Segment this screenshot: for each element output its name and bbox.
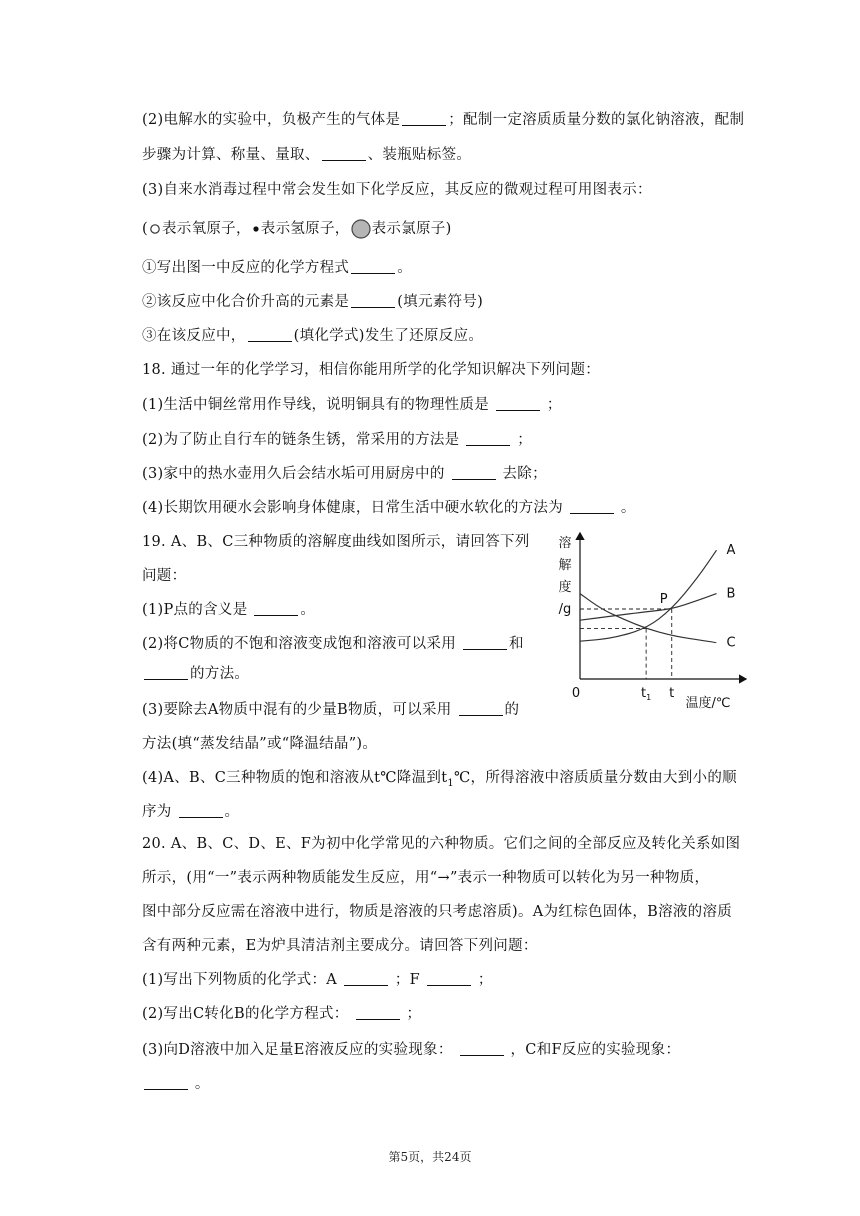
q18-stem: 18. 通过一年的化学学习，相信你能用所学的化学知识解决下列问题：: [142, 362, 601, 378]
answer-blank[interactable]: [466, 431, 510, 446]
solubility-curves: [580, 550, 717, 642]
point-label-p: P: [659, 592, 668, 607]
answer-blank[interactable]: [344, 971, 388, 986]
q18-part-3: (3)家中的热水壶用久后会结水垢可用厨房中的 去除；: [142, 466, 547, 482]
answer-blank[interactable]: [427, 971, 471, 986]
answer-blank[interactable]: [179, 803, 223, 818]
q20-stem-3: 图中部分反应需在溶液中进行，物质是溶液的只考虑溶质)。A为红棕色固体，B溶液的溶质: [142, 904, 733, 920]
q20-part-3: (3)向D溶液中加入足量E溶液反应的实验现象： ，C和F反应的实验现象：: [142, 1042, 681, 1058]
answer-blank[interactable]: [322, 146, 366, 161]
q17-sub-2: ②该反应中化合价升高的元素是 (填元素符号): [142, 294, 484, 310]
answer-blank[interactable]: [496, 396, 540, 411]
q19-part-4: (4)A、B、C三种物质的饱和溶液从t℃降温到$t_1℃$，所得溶液中溶质质量分数由大到小的顺: [142, 770, 737, 789]
page-footer: 第5页，共24页: [388, 1150, 472, 1164]
y-axis-label-char: 溶: [558, 536, 572, 551]
q19-part-4b: 序为 。: [142, 804, 240, 820]
series-label-B: B: [726, 586, 736, 602]
oxygen-atom-icon: [148, 222, 162, 236]
q19-stem-2: 问题：: [142, 568, 187, 584]
chart-labels: [572, 543, 736, 711]
y-axis-label-char: 度: [558, 580, 572, 595]
series-label-A: A: [726, 543, 736, 559]
origin-label: 0: [571, 686, 581, 701]
curve-B: [580, 594, 717, 621]
curve-A: [580, 550, 717, 641]
q19-part-3b: 方法(填“蒸发结晶”或“降温结晶”)。: [142, 736, 378, 752]
q19-part-2b: 的方法。: [142, 664, 249, 684]
answer-blank[interactable]: [460, 1041, 504, 1056]
x-tick-label: $t_1$: [641, 686, 652, 702]
answer-blank[interactable]: [459, 701, 503, 716]
answer-blank[interactable]: [351, 259, 395, 274]
q19-part-3: (3)要除去A物质中混有的少量B物质，可以采用 的: [142, 702, 520, 718]
answer-blank[interactable]: [463, 635, 507, 650]
y-axis-label-char: /g: [558, 602, 572, 617]
y-axis-label: [558, 535, 571, 617]
q17-sub-1: ①写出图一中反应的化学方程式 。: [142, 260, 413, 276]
q20-part-2: (2)写出C转化B的化学方程式： ；: [142, 1006, 422, 1022]
series-label-C: C: [726, 635, 736, 651]
chlorine-atom-icon: [350, 218, 372, 240]
q18-part-1: (1)生活中铜丝常用作导线，说明铜具有的物理性质是 ；: [142, 397, 562, 413]
q18-part-4: (4)长期饮用硬水会影响身体健康，日常生活中硬水软化的方法为 。: [142, 500, 636, 516]
q17-line-2: (2)电解水的实验中，负极产生的气体是 ；配制一定溶质质量分数的氯化钠溶液，配制: [142, 112, 745, 128]
x-axis-label: 温度/℃: [685, 696, 731, 711]
q20-part-1: (1)写出下列物质的化学式：A ；F ；: [142, 972, 493, 988]
q19-part-2: (2)将C物质的不饱和溶液变成饱和溶液可以采用 和: [142, 636, 524, 652]
answer-blank[interactable]: [248, 327, 292, 342]
q19-part-1: (1)P点的含义是 。: [142, 602, 316, 618]
answer-blank[interactable]: [144, 1075, 188, 1090]
q17-line-2b: 步骤为计算、称量、量取、 、装瓶贴标签。: [142, 147, 472, 163]
q20-part-3b: 。: [142, 1074, 210, 1094]
q20-stem-2: 所示，(用“一”表示两种物质能发生反应，用“→”表示一种物质可以转化为另一种物质，: [142, 870, 710, 886]
answer-blank[interactable]: [570, 499, 614, 514]
answer-blank[interactable]: [144, 665, 188, 680]
hydrogen-atom-icon: [251, 222, 261, 236]
answer-blank[interactable]: [356, 1005, 400, 1020]
x-tick-label: t: [669, 686, 675, 701]
answer-blank[interactable]: [254, 601, 298, 616]
answer-blank[interactable]: [402, 111, 446, 126]
y-axis-label-char: 解: [558, 558, 572, 573]
q20-stem-4: 含有两种元素，E为炉具清洁剂主要成分。请回答下列问题：: [142, 938, 538, 954]
q18-part-2: (2)为了防止自行车的链条生锈，常采用的方法是 ；: [142, 432, 533, 448]
q17-legend: ( 表示氧原子， 表示氢原子， 表示氯原子): [142, 218, 452, 240]
solubility-curve-chart: [550, 527, 758, 717]
q17-line-3: (3)自来水消毒过程中常会发生如下化学反应，其反应的微观过程可用图表示：: [142, 182, 652, 198]
answer-blank[interactable]: [351, 293, 395, 308]
answer-blank[interactable]: [452, 465, 496, 480]
q19-stem-1: 19. A、B、C三种物质的溶解度曲线如图所示，请回答下列: [142, 534, 530, 550]
q20-stem-1: 20. A、B、C、D、E、F为初中化学常见的六种物质。它们之间的全部反应及转化关系如图: [142, 836, 741, 852]
q17-sub-3: ③在该反应中， (填化学式)发生了还原反应。: [142, 328, 484, 344]
